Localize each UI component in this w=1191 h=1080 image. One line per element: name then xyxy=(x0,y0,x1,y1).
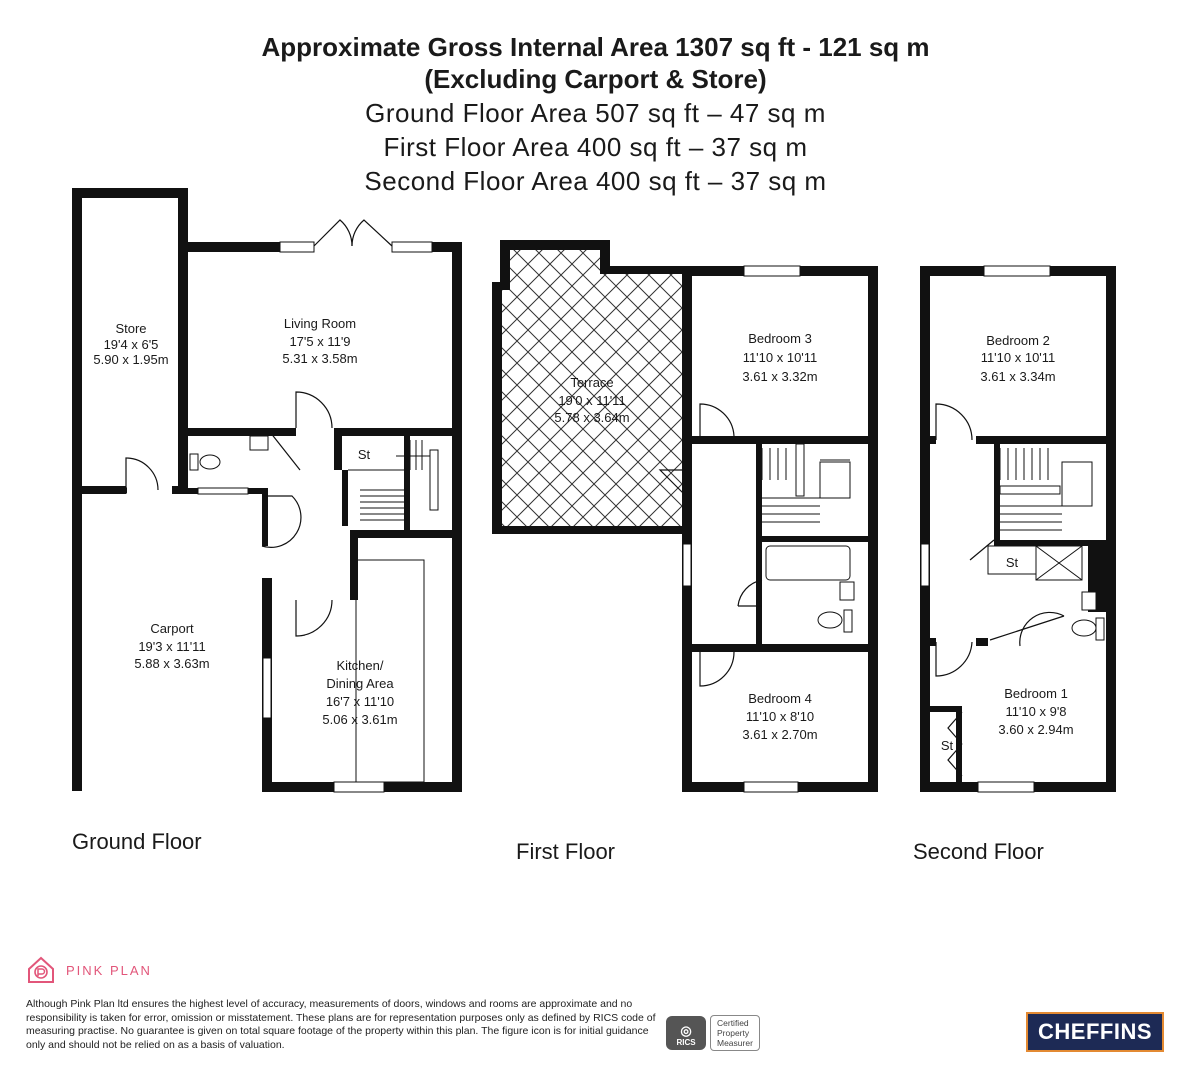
bedroom4-label: Bedroom 4 xyxy=(748,691,812,706)
header-title: Approximate Gross Internal Area 1307 sq ft - 121 sq m xyxy=(261,32,930,62)
second-st-b-label: St xyxy=(940,738,954,753)
bedroom2-metric: 3.61 x 3.34m xyxy=(980,369,1056,384)
header-subtitle: (Excluding Carport & Store) xyxy=(424,64,767,94)
ground-floor-label: Ground Floor xyxy=(72,829,202,854)
second-floor-area: Second Floor Area 400 sq ft – 37 sq m xyxy=(364,166,827,196)
bedroom1-imperial: 11'10 x 9'8 xyxy=(1005,704,1067,719)
rics-emblem-icon: ◎ xyxy=(680,1023,692,1038)
ground-st-wall xyxy=(334,436,342,470)
french-doors xyxy=(314,220,392,246)
ground-floor-plan xyxy=(72,188,462,792)
carport-metric: 5.88 x 3.63m xyxy=(134,656,210,671)
first-stairs xyxy=(762,444,850,522)
first-floor-plan xyxy=(492,240,878,792)
first-bathroom xyxy=(766,546,854,632)
bedroom3-label: Bedroom 3 xyxy=(748,331,812,346)
cert-line-1: Certified xyxy=(717,1018,749,1028)
terrace-metric: 5.78 x 3.64m xyxy=(554,410,630,425)
ground-floor-area: Ground Floor Area 507 sq ft – 47 sq m xyxy=(365,98,826,128)
bedroom3-imperial: 11'10 x 10'11 xyxy=(742,350,818,365)
first-floor-area: First Floor Area 400 sq ft – 37 sq m xyxy=(383,132,808,162)
first-floor-label: First Floor xyxy=(516,839,615,864)
carport-label: Carport xyxy=(150,621,194,636)
store-metric: 5.90 x 1.95m xyxy=(93,352,169,367)
rics-text: RICS xyxy=(676,1038,696,1047)
pink-plan-logo xyxy=(26,955,152,985)
bedroom2-label: Bedroom 2 xyxy=(986,333,1050,348)
kitchen-label-1: Kitchen/ xyxy=(336,658,384,673)
disclaimer-text: Although Pink Plan ltd ensures the highest level of accuracy, measurements of doors, windows and rooms are approximate and no responsibility is taken for error, omission or misstatement. These plans are for representation purposes only as defined by RICS code of measuring practise. No guarantee is given on total square footage of the property within this plan. The figure icon is for initial guidance only and should not be relied on as a basis of valuation. xyxy=(26,998,656,1051)
living-label: Living Room xyxy=(283,316,357,331)
cheffins-logo: CHEFFINS xyxy=(1026,1012,1164,1052)
living-metric: 5.31 x 3.58m xyxy=(282,351,358,366)
bedroom4-metric: 3.61 x 2.70m xyxy=(742,727,818,742)
living-imperial: 17'5 x 11'9 xyxy=(289,334,351,349)
kitchen-label-2: Dining Area xyxy=(326,676,394,691)
bedroom1-metric: 3.60 x 2.94m xyxy=(998,722,1074,737)
cert-line-3: Measurer xyxy=(717,1038,753,1048)
bedroom3-metric: 3.61 x 3.32m xyxy=(742,369,818,384)
store-label: Store xyxy=(115,321,147,336)
terrace-label: Terrace xyxy=(570,375,614,390)
second-st-a-label: St xyxy=(1005,555,1019,570)
ground-wc xyxy=(190,436,268,470)
kitchen-metric: 5.06 x 3.61m xyxy=(322,712,398,727)
house-icon xyxy=(26,955,56,985)
bedroom2-imperial: 11'10 x 10'11 xyxy=(980,350,1056,365)
rics-badge xyxy=(666,1016,706,1050)
carport-imperial: 19'3 x 11'11 xyxy=(138,639,206,654)
second-floor-plan xyxy=(920,266,1116,792)
second-stairs xyxy=(1000,448,1092,530)
terrace-imperial: 19'0 x 11'11 xyxy=(558,393,626,408)
ground-windows xyxy=(126,242,432,792)
rics-certification xyxy=(666,1015,760,1051)
second-floor-label: Second Floor xyxy=(913,839,1044,864)
kitchen-imperial: 16'7 x 11'10 xyxy=(325,694,395,709)
pink-plan-text: PINK PLAN xyxy=(66,962,152,978)
rics-cert-box xyxy=(710,1015,760,1051)
cert-line-2: Property xyxy=(717,1028,750,1038)
bedroom4-imperial: 11'10 x 8'10 xyxy=(745,709,815,724)
store-imperial: 19'4 x 6'5 xyxy=(103,337,159,352)
bedroom1-label: Bedroom 1 xyxy=(1004,686,1068,701)
ground-st-label: St xyxy=(357,447,371,462)
